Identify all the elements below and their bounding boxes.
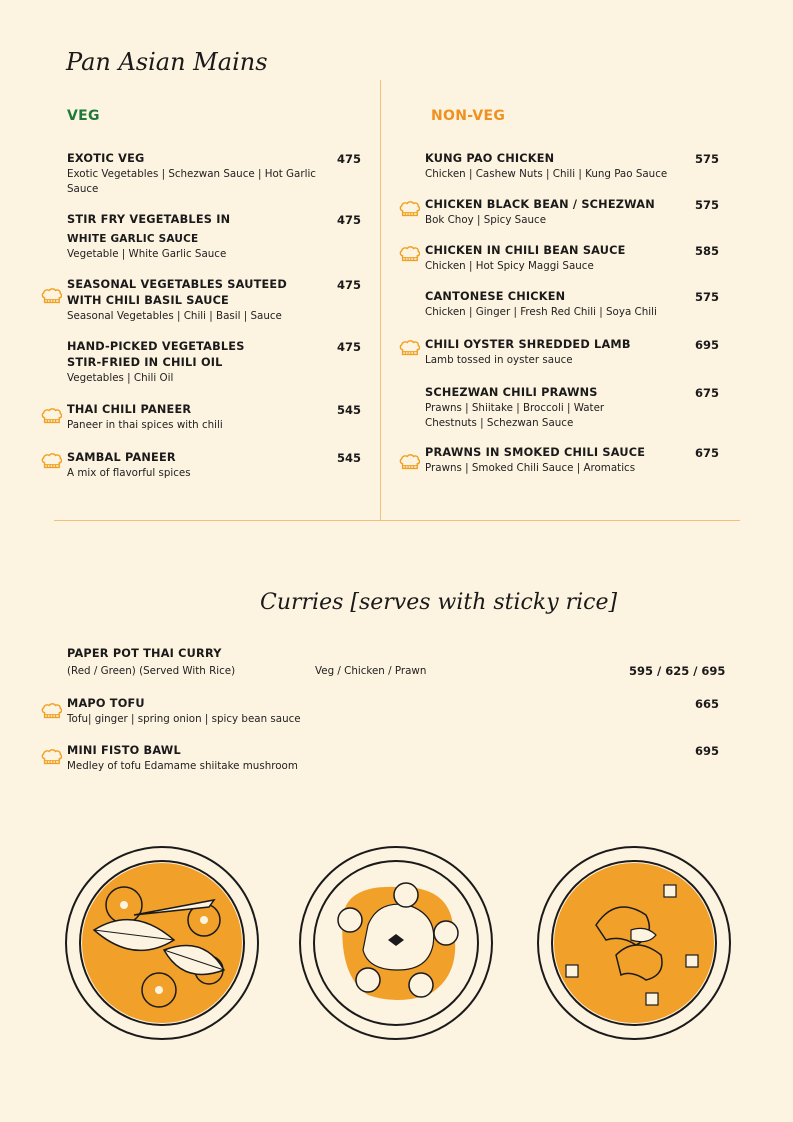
chef-hat-icon — [398, 337, 420, 359]
item-price: 475 — [337, 340, 362, 354]
menu-item — [425, 197, 690, 228]
item-desc: Tofu| ginger | spring onion | spicy bean sauce — [67, 713, 301, 725]
item-name: CHICKEN BLACK BEAN / SCHEZWAN — [425, 198, 655, 211]
item-price: 475 — [337, 278, 362, 292]
curry-bowl-illustration — [64, 845, 260, 1041]
menu-item — [425, 289, 690, 320]
item-name: STIR FRY VEGETABLES IN — [67, 213, 231, 226]
item-desc: Chicken | Hot Spicy Maggi Sauce — [425, 260, 594, 272]
item-price: 695 — [695, 744, 720, 758]
item-desc: (Red / Green) (Served With Rice) — [67, 665, 236, 677]
item-desc: Lamb tossed in oyster sauce — [425, 354, 573, 366]
item-desc: Bok Choy | Spicy Sauce — [425, 214, 547, 226]
item-desc: Medley of tofu Edamame shiitake mushroom — [67, 760, 298, 772]
item-desc: Vegetables | Chili Oil — [67, 372, 174, 384]
item-price: 675 — [695, 446, 720, 460]
item-desc: Exotic Vegetables | Schezwan Sauce | Hot Garlic Sauce — [67, 168, 316, 195]
menu-item — [67, 339, 267, 386]
chef-hat-icon — [40, 746, 62, 768]
item-name-line2: WHITE GARLIC SAUCE — [67, 233, 199, 245]
item-name: HAND-PICKED VEGETABLES STIR-FRIED IN CHILI OIL — [67, 340, 245, 369]
item-price: 595 / 625 / 695 — [629, 664, 726, 678]
chef-hat-icon — [398, 451, 420, 473]
item-name: PAPER POT THAI CURRY — [67, 647, 222, 660]
section-divider — [54, 520, 740, 521]
item-name: KUNG PAO CHICKEN — [425, 152, 555, 165]
menu-item — [67, 450, 327, 481]
menu-item — [425, 445, 690, 476]
item-price: 575 — [695, 290, 720, 304]
chef-hat-icon — [40, 700, 62, 722]
item-name: CHICKEN IN CHILI BEAN SAUCE — [425, 244, 626, 257]
item-name: CHILI OYSTER SHREDDED LAMB — [425, 338, 631, 351]
chef-hat-icon — [398, 198, 420, 220]
veg-heading: VEG — [67, 108, 100, 124]
menu-item — [67, 402, 327, 433]
menu-item — [425, 385, 625, 431]
menu-item — [425, 243, 690, 274]
item-price: 545 — [337, 451, 362, 465]
item-name: PRAWNS IN SMOKED CHILI SAUCE — [425, 446, 646, 459]
menu-item — [67, 212, 327, 262]
curries-title: Curries [serves with sticky rice] — [260, 590, 618, 615]
item-price: 665 — [695, 697, 720, 711]
item-name: CANTONESE CHICKEN — [425, 290, 566, 303]
item-price: 585 — [695, 244, 720, 258]
item-name: EXOTIC VEG — [67, 152, 145, 165]
chef-hat-icon — [40, 405, 62, 427]
menu-item — [425, 337, 690, 368]
item-name: MINI FISTO BAWL — [67, 744, 181, 757]
item-desc: Paneer in thai spices with chili — [67, 419, 223, 431]
item-desc: Chicken | Cashew Nuts | Chili | Kung Pao Sauce — [425, 168, 668, 180]
item-price: 575 — [695, 198, 720, 212]
item-price: 475 — [337, 152, 362, 166]
item-name: MAPO TOFU — [67, 697, 145, 710]
nonveg-heading: NON-VEG — [431, 108, 506, 124]
item-name: SAMBAL PANEER — [67, 451, 176, 464]
menu-item — [67, 696, 367, 727]
item-price: 575 — [695, 152, 720, 166]
chef-hat-icon — [398, 243, 420, 265]
item-price: 675 — [695, 386, 720, 400]
item-desc: Vegetable | White Garlic Sauce — [67, 248, 227, 260]
item-name: THAI CHILI PANEER — [67, 403, 192, 416]
item-desc: A mix of flavorful spices — [67, 467, 191, 479]
chef-hat-icon — [40, 450, 62, 472]
prawn-curry-illustration — [536, 845, 732, 1041]
menu-item — [67, 743, 367, 774]
item-name: SCHEZWAN CHILI PRAWNS — [425, 386, 598, 399]
item-options: Veg / Chicken / Prawn — [315, 665, 427, 677]
item-desc: Chicken | Ginger | Fresh Red Chili | Soya Chili — [425, 306, 657, 318]
item-price: 475 — [337, 213, 362, 227]
menu-item — [425, 151, 690, 182]
menu-item — [67, 646, 317, 679]
item-price: 545 — [337, 403, 362, 417]
item-name: SEASONAL VEGETABLES SAUTEED WITH CHILI BASIL SAUCE — [67, 278, 287, 307]
item-desc: Prawns | Smoked Chili Sauce | Aromatics — [425, 462, 636, 474]
chef-hat-icon — [40, 285, 62, 307]
menu-item — [67, 151, 327, 197]
menu-item — [67, 277, 307, 324]
item-desc: Seasonal Vegetables | Chili | Basil | Sauce — [67, 310, 282, 322]
mains-title: Pan Asian Mains — [66, 48, 268, 76]
item-price: 695 — [695, 338, 720, 352]
rice-bowl-illustration — [298, 845, 494, 1041]
column-divider — [380, 80, 381, 520]
item-desc: Prawns | Shiitake | Broccoli | Water Chestnuts | Schezwan Sauce — [425, 402, 605, 429]
